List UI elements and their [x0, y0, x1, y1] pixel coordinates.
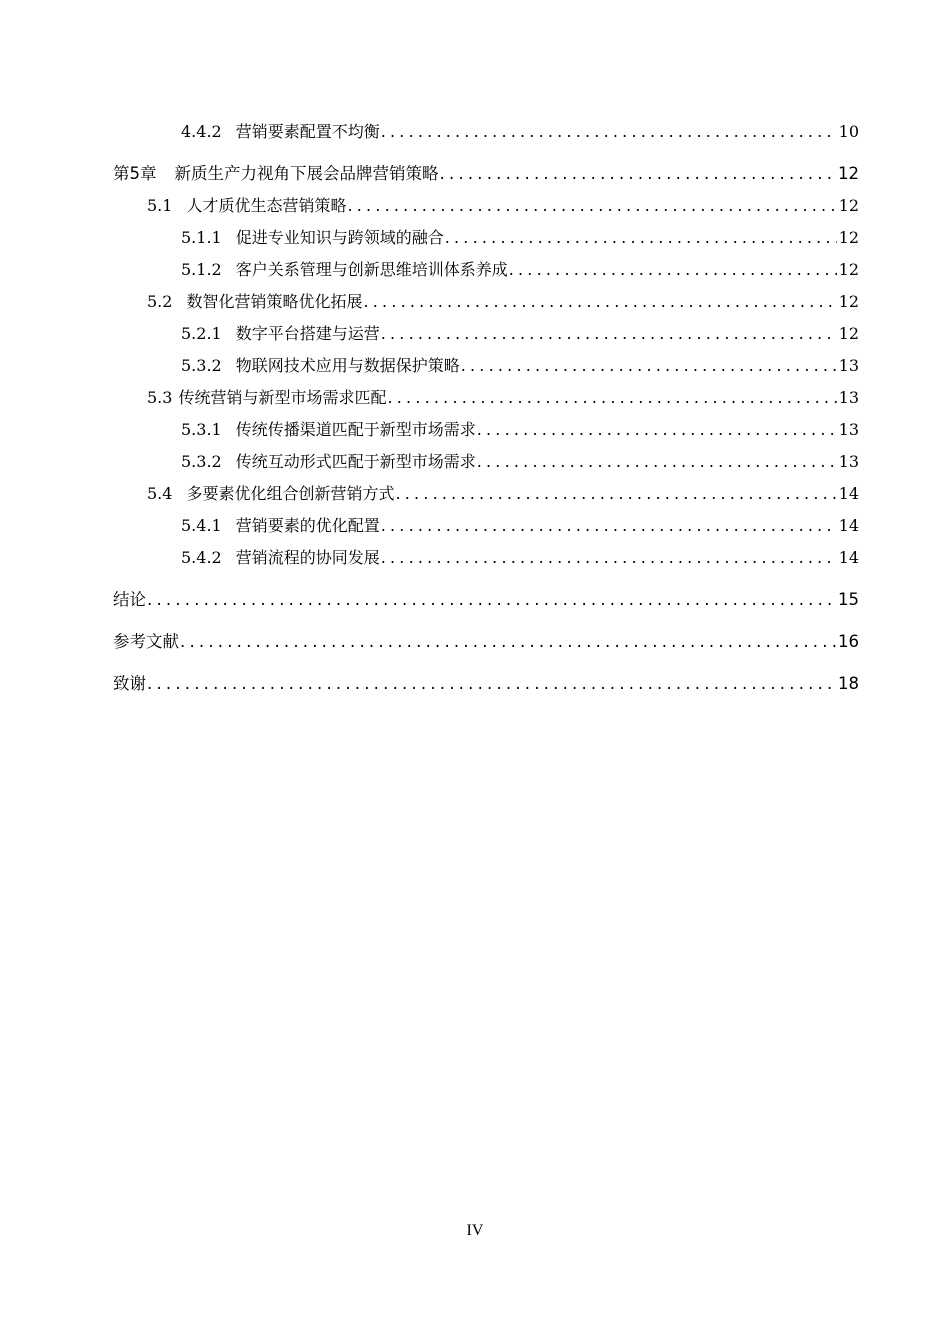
toc-entry-title: 人才质优生态营销策略 — [186, 196, 347, 215]
toc-entry-title: 物联网技术应用与数据保护策略 — [235, 356, 460, 375]
toc-entry[interactable] — [113, 318, 859, 350]
toc-entry-number: 第5章 — [113, 164, 157, 183]
page-number-footer: IV — [466, 1222, 484, 1239]
toc-entry-number: 5.4 — [147, 484, 173, 503]
toc-entry-number: 5.4.1 — [181, 516, 222, 535]
toc-entry-label — [181, 542, 380, 574]
toc-dot-leader — [381, 542, 837, 574]
toc-entry[interactable] — [113, 510, 859, 542]
toc-entry-title: 新质生产力视角下展会品牌营销策略 — [174, 164, 439, 183]
toc-entry-number: 5.3.2 — [181, 452, 222, 471]
toc-entry-label — [181, 254, 508, 286]
toc-entry-page: 18 — [838, 674, 859, 693]
toc-entry-title: 营销流程的协同发展 — [235, 548, 380, 567]
toc-entry-title: 传统互动形式匹配于新型市场需求 — [235, 452, 476, 471]
toc-entry-title: 多要素优化组合创新营销方式 — [186, 484, 395, 503]
toc-entry-title: 客户关系管理与创新思维培训体系养成 — [235, 260, 508, 279]
toc-entry-title: 结论 — [113, 590, 146, 609]
toc-entry[interactable] — [113, 542, 859, 574]
toc-entry-page: 16 — [838, 632, 859, 651]
toc-entry-title: 参考文献 — [113, 632, 179, 651]
toc-entry[interactable] — [113, 478, 859, 510]
toc-entry[interactable] — [113, 222, 859, 254]
toc-entry-number: 5.1.2 — [181, 260, 222, 279]
toc-entry-conclusion[interactable] — [113, 584, 859, 616]
toc-dot-leader — [180, 626, 836, 658]
toc-entry-label — [113, 158, 439, 190]
toc-entry-page: 13 — [838, 356, 859, 375]
toc-entry-number: 5.4.2 — [181, 548, 222, 567]
toc-entry-page: 15 — [838, 590, 859, 609]
toc-entry-page: 12 — [838, 292, 859, 311]
toc-entry-title: 传统传播渠道匹配于新型市场需求 — [235, 420, 476, 439]
toc-entry-number: 5.3.2 — [181, 356, 222, 375]
toc-entry-label — [181, 446, 476, 478]
toc-dot-leader — [147, 584, 836, 616]
toc-entry-label — [147, 478, 394, 510]
toc-dot-leader — [363, 286, 836, 318]
toc-dot-leader — [477, 446, 837, 478]
toc-entry-number: 5.2 — [147, 292, 173, 311]
toc-entry-page: 13 — [838, 452, 859, 471]
toc-entry[interactable] — [113, 286, 859, 318]
toc-entry[interactable] — [113, 190, 859, 222]
toc-entry-title: 数字平台搭建与运营 — [235, 324, 380, 343]
toc-dot-leader — [387, 382, 836, 414]
toc-entry-chapter[interactable] — [113, 158, 859, 190]
toc-dot-leader — [381, 116, 837, 148]
toc-entry-page: 14 — [838, 516, 859, 535]
toc-dot-leader — [477, 414, 837, 446]
toc-entry[interactable] — [113, 382, 859, 414]
toc-dot-leader — [509, 254, 837, 286]
toc-entry-acknowledgements[interactable] — [113, 668, 859, 700]
toc-entry-label — [147, 190, 346, 222]
toc-entry-title: 传统营销与新型市场需求匹配 — [178, 388, 387, 407]
toc-entry-page: 12 — [838, 260, 859, 279]
toc-entry-page: 12 — [838, 164, 859, 183]
toc-entry-title: 促进专业知识与跨领域的融合 — [235, 228, 444, 247]
toc-dot-leader — [381, 510, 837, 542]
toc-entry-references[interactable] — [113, 626, 859, 658]
toc-entry-page: 12 — [838, 228, 859, 247]
toc-entry-number: 5.2.1 — [181, 324, 222, 343]
toc-entry-title: 营销要素的优化配置 — [235, 516, 380, 535]
toc-entry-page: 13 — [838, 420, 859, 439]
toc-dot-leader — [445, 222, 837, 254]
toc-entry-number: 5.1 — [147, 196, 173, 215]
toc-entry[interactable] — [113, 116, 859, 148]
toc-entry-number: 5.3.1 — [181, 420, 222, 439]
toc-entry-number: 5.3 — [147, 388, 173, 407]
toc-entry[interactable] — [113, 254, 859, 286]
toc-entry-page: 10 — [838, 122, 859, 141]
toc-entry-label — [147, 382, 386, 414]
toc-entry[interactable] — [113, 350, 859, 382]
toc-entry-label — [147, 286, 362, 318]
toc-dot-leader — [395, 478, 836, 510]
toc-entry-title: 数智化营销策略优化拓展 — [186, 292, 363, 311]
toc-entry-page: 14 — [838, 548, 859, 567]
toc-entry-number: 5.1.1 — [181, 228, 222, 247]
toc-dot-leader — [440, 158, 837, 190]
toc-dot-leader — [347, 190, 836, 222]
toc-entry-label — [181, 350, 460, 382]
toc-entry-title: 致谢 — [113, 674, 146, 693]
toc-entry-page: 12 — [838, 324, 859, 343]
toc-entry-label — [181, 510, 380, 542]
toc-dot-leader — [461, 350, 837, 382]
toc-entry-label — [181, 414, 476, 446]
toc-entry-page: 12 — [838, 196, 859, 215]
toc-entry[interactable] — [113, 414, 859, 446]
toc-dot-leader — [147, 668, 836, 700]
toc-entry-page: 13 — [838, 388, 859, 407]
toc-entry-label — [181, 116, 380, 148]
toc-entry[interactable] — [113, 446, 859, 478]
toc-entry-label — [181, 222, 444, 254]
toc-entry-page: 14 — [838, 484, 859, 503]
toc-entry-title: 营销要素配置不均衡 — [235, 122, 380, 141]
toc-dot-leader — [381, 318, 837, 350]
toc-entry-label — [181, 318, 380, 350]
table-of-contents — [113, 116, 859, 700]
toc-entry-number: 4.4.2 — [181, 122, 222, 141]
